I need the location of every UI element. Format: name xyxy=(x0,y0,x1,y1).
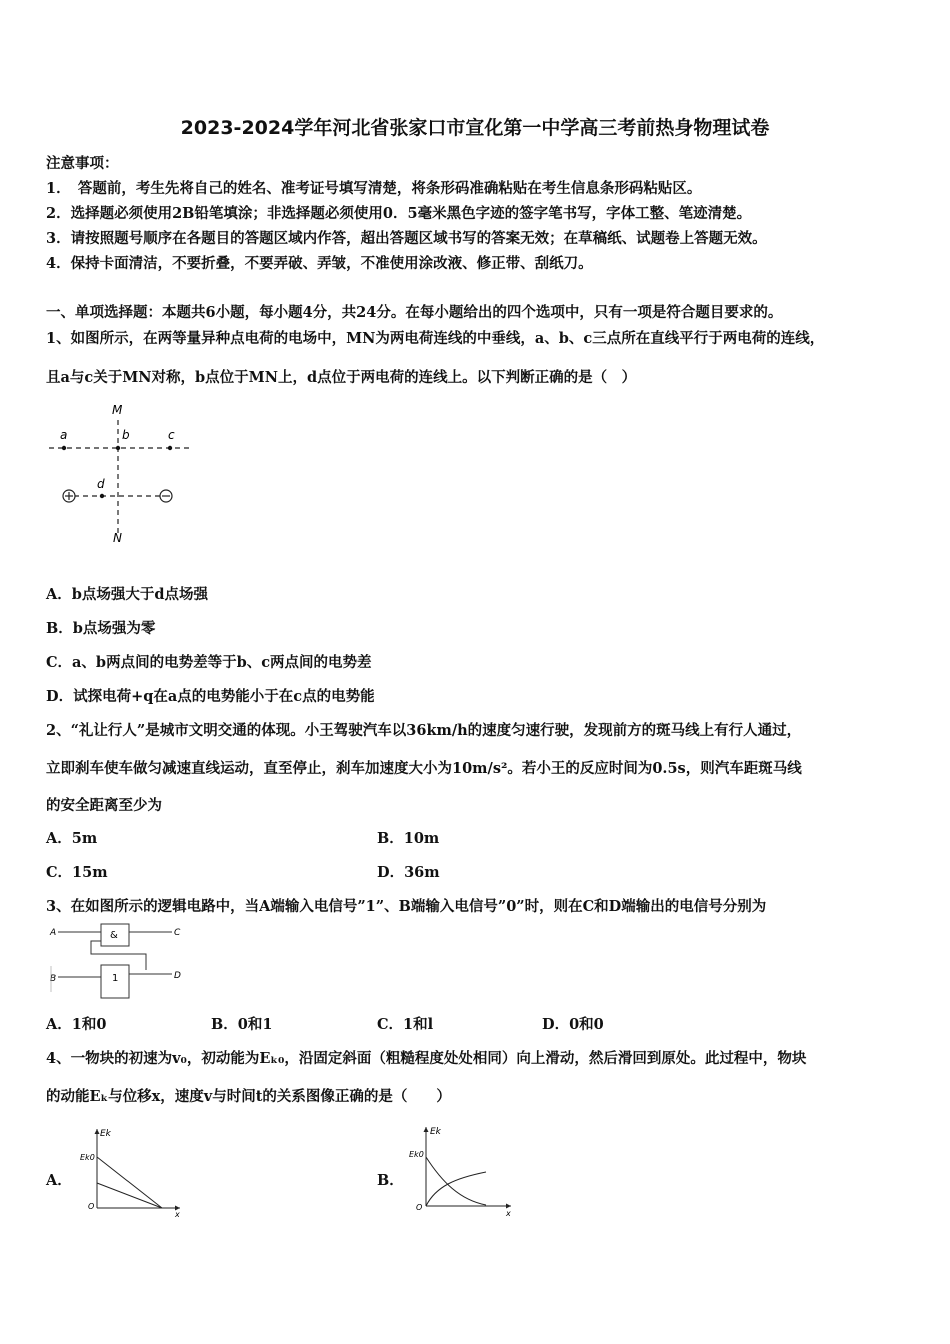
notice-heading: 注意事项： xyxy=(46,155,119,172)
q3-stem: 3、在如图所示的逻辑电路中，当A端输入电信号”1”、B端输入电信号”0”时，则在C和D端输出的电信号分别为 xyxy=(46,898,767,915)
circuit-label-A: A xyxy=(50,928,57,938)
graph-b-xlabel: x xyxy=(506,1209,511,1217)
label-N: N xyxy=(113,531,122,545)
and-gate-symbol: & xyxy=(110,930,118,941)
circuit-label-C: C xyxy=(174,928,181,938)
label-b: b xyxy=(122,428,130,442)
q3-option-a[interactable]: A．1和0 xyxy=(46,1016,107,1033)
q2-stem-line2: 立即刹车使车做匀减速直线运动，直至停止，刹车加速度大小为10m/s²。若小王的反应时间为0.5s，则汽车距斑马线 xyxy=(46,760,802,777)
label-a: a xyxy=(60,428,68,442)
q2-option-d[interactable]: D．36m xyxy=(377,864,440,881)
q2-stem-line3: 的安全距离至少为 xyxy=(46,797,162,814)
label-c: c xyxy=(168,428,175,442)
q4-option-a-label[interactable]: A． xyxy=(46,1172,72,1189)
page-title: 2023-2024学年河北省张家口市宣化第一中学高三考前热身物理试卷 xyxy=(180,117,770,139)
circuit-label-D: D xyxy=(174,971,181,981)
q1-stem-line1: 1、如图所示，在两等量异种点电荷的电场中，MN为两电荷连线的中垂线，a、b、c三点所在直线平行于两电荷的连线， xyxy=(46,330,825,347)
label-d: d xyxy=(97,477,105,491)
notice-item-4: 4．保持卡面清洁，不要折叠，不要弄破、弄皱，不准使用涂改液、修正带、刮纸刀。 xyxy=(46,255,593,272)
graph-a-xlabel: x xyxy=(175,1210,180,1218)
q1-option-d[interactable]: D．试探电荷+q在a点的电势能小于在c点的电势能 xyxy=(46,688,375,705)
section-heading: 一、单项选择题：本题共6小题，每小题4分，共24分。在每小题给出的四个选项中，只有一项是符合题目要求的。 xyxy=(46,304,783,321)
q3-logic-circuit xyxy=(46,922,191,1002)
q1-option-a[interactable]: A．b点场强大于d点场强 xyxy=(46,586,209,603)
q3-option-c[interactable]: C．1和l xyxy=(377,1016,434,1033)
graph-b-origin: O xyxy=(416,1203,423,1212)
q4-stem-line2: 的动能Eₖ与位移x，速度v与时间t的关系图像正确的是（ ） xyxy=(46,1088,451,1105)
q4-graph-a[interactable] xyxy=(80,1123,190,1218)
q1-option-c[interactable]: C．a、b两点间的电势差等于b、c两点间的电势差 xyxy=(46,654,372,671)
q1-field-diagram xyxy=(44,400,194,545)
q1-option-b[interactable]: B．b点场强为零 xyxy=(46,620,156,637)
q2-option-b[interactable]: B．10m xyxy=(377,830,440,847)
notice-item-3: 3．请按照题号顺序在各题目的答题区域内作答，超出答题区域书写的答案无效；在草稿纸、试题卷上答题无效。 xyxy=(46,230,767,247)
label-M: M xyxy=(112,403,123,417)
circuit-label-B: B xyxy=(50,974,57,984)
q3-option-b[interactable]: B．0和1 xyxy=(211,1016,273,1033)
graph-b-y0label: Ek0 xyxy=(409,1150,424,1159)
q4-option-b-label[interactable]: B． xyxy=(377,1172,404,1189)
q3-option-d[interactable]: D．0和0 xyxy=(542,1016,604,1033)
q2-stem-line1: 2、“礼让行人”是城市文明交通的体现。小王驾驶汽车以36km/h的速度匀速行驶，发现前方的斑马线上有行人通过， xyxy=(46,722,802,739)
or-gate-symbol: 1 xyxy=(112,973,119,984)
graph-a-y0label: Ek0 xyxy=(80,1153,95,1162)
graph-a-origin: O xyxy=(88,1202,95,1211)
q4-graph-b[interactable] xyxy=(408,1122,518,1217)
q2-option-a[interactable]: A．5m xyxy=(46,830,98,847)
q4-stem-line1: 4、一物块的初速为v₀，初动能为Eₖ₀，沿固定斜面（粗糙程度处处相同）向上滑动，然后滑回到原处。此过程中，物块 xyxy=(46,1050,807,1067)
graph-a-ylabel: Ek xyxy=(100,1129,111,1139)
q1-stem-line2: 且a与c关于MN对称，b点位于MN上，d点位于两电荷的连线上。以下判断正确的是（ ） xyxy=(46,369,637,386)
graph-b-ylabel: Ek xyxy=(430,1127,441,1137)
q2-option-c[interactable]: C．15m xyxy=(46,864,108,881)
notice-item-1: 1． 答题前，考生先将自己的姓名、准考证号填写清楚，将条形码准确粘贴在考生信息条形码粘贴区。 xyxy=(46,180,702,197)
notice-item-2: 2．选择题必须使用2B铅笔填涂；非选择题必须使用0．5毫米黑色字迹的签字笔书写，字体工整、笔迹清楚。 xyxy=(46,205,752,222)
